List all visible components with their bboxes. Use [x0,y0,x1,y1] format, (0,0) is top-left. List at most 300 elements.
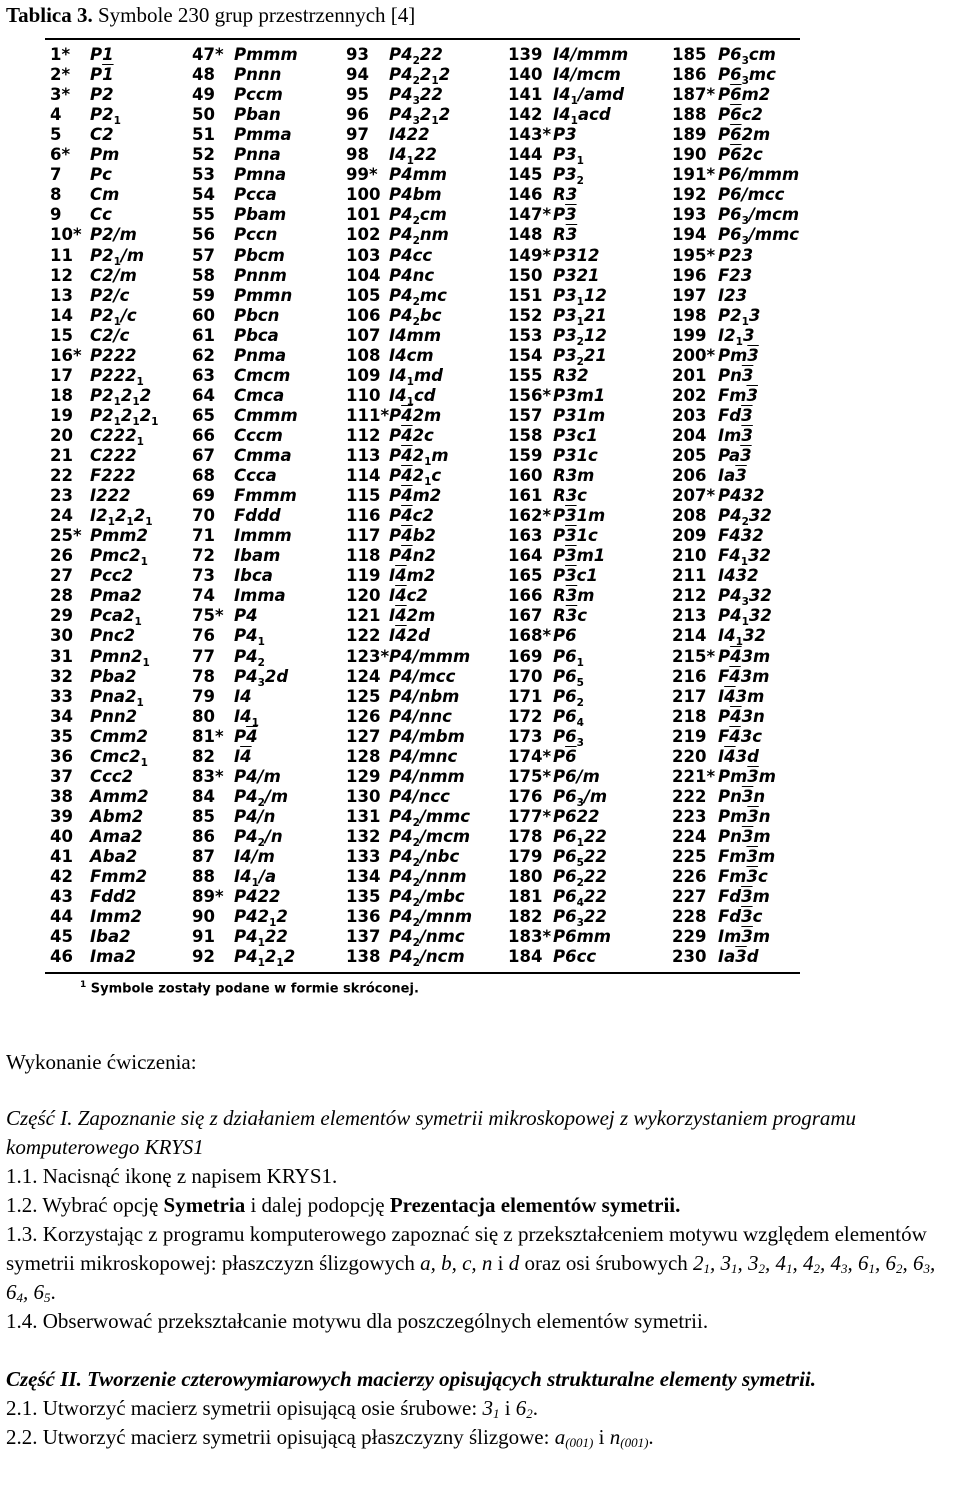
group-number: 61 [192,325,215,345]
table-row [508,746,577,767]
table-row [508,766,600,787]
group-symbol: $P3_112$ [553,285,607,308]
group-symbol: P6/mmm [718,165,800,185]
table-row [192,165,287,185]
table-row [50,65,114,85]
group-symbol: Cmca [234,385,285,405]
table-row [346,185,442,205]
table-row [192,947,296,970]
table-row [192,646,265,669]
group-symbol: $P4_2$/nnm [389,867,467,890]
table-row [192,65,282,85]
table-row [192,285,293,306]
table-row [50,887,137,907]
group-symbol: $P2_1$ [90,105,121,128]
table-bottom-rule [45,972,800,974]
group-symbol: Pmm2 [90,526,148,546]
group-number: 102 [346,225,381,245]
table-row [672,546,772,569]
group-symbol: Pma2 [90,586,142,606]
group-number: 134 [346,867,381,887]
group-symbol: C222 [90,446,137,465]
group-symbol: $P4_2mc$ [389,285,447,308]
group-symbol: C2/m [90,265,137,285]
step-1-2 [6,1191,956,1220]
group-symbol: I43d [718,746,759,766]
group-symbol: P4mm [389,165,447,185]
group-number: 164 [508,546,543,566]
table-row [346,506,434,526]
group-number: 193 [672,205,707,225]
table-row [50,425,144,448]
group-number: 178 [508,826,543,846]
group-symbol: Pmmm [234,45,298,64]
group-number: 78 [192,666,215,686]
group-number: 54 [192,185,215,205]
group-number: 75* [192,606,224,626]
step-1-4: 1.4. Obserwować przekształcanie motywu dla poszczególnych elementów symetrii. [6,1309,709,1333]
group-symbol: Cmm2 [90,726,148,746]
group-symbol: I432 [718,566,759,586]
group-symbol: P6c2 [718,105,763,125]
group-symbol: P43m [718,646,771,666]
table-row [672,365,754,386]
table-row [672,666,770,687]
group-symbol: C2 [90,125,114,145]
group-symbol: I422 [389,125,430,145]
group-number: 43 [50,887,73,907]
group-symbol: P1 [90,65,114,85]
group-symbol: Pban [234,105,281,125]
table-row [508,726,584,749]
group-symbol: $P2_12_12$ [90,385,152,408]
group-symbol: $P6_3$/mcm [718,205,800,228]
step-1-2-a: 1.2. Wybrać opcję [6,1193,164,1217]
group-symbol: $P3_1$ [553,145,584,168]
table-row [672,345,759,366]
table-row [672,466,747,486]
group-number: 1* [50,45,71,64]
group-symbol: $P4_332$ [718,586,772,609]
group-number: 108 [346,345,381,365]
table-row [192,806,276,827]
group-number: 105 [346,285,381,305]
table-row [508,225,578,245]
table-row [672,726,763,747]
group-symbol: P4 [234,726,258,746]
group-number: 155 [508,365,543,385]
table-row [508,586,595,606]
group-number: 52 [192,145,215,165]
table-row [192,446,292,466]
group-number: 140 [508,65,543,85]
group-symbol: $P4_132$ [718,606,772,629]
table-row [192,686,252,707]
table-row [508,847,607,869]
group-symbol: $P6_3/m$ [553,786,608,809]
table-row [672,65,776,88]
group-number: 15 [50,325,73,345]
group-symbol: P4/mbm [389,726,465,746]
group-symbol: R32 [553,365,589,385]
group-symbol: Cccm [234,425,283,445]
table-row [50,506,153,529]
group-symbol: C2/c [90,325,130,345]
table-row [50,606,142,629]
group-symbol: $P6_1$ [553,646,584,669]
table-row [508,165,584,188]
table-row [50,766,134,787]
table-row [508,125,577,145]
group-number: 89* [192,887,224,907]
group-number: 191* [672,165,716,185]
group-number: 118 [346,546,381,566]
group-symbol: I23 [718,285,748,305]
group-symbol: Ibca [234,566,273,586]
table-row [192,666,289,689]
group-symbol: Ccca [234,466,277,486]
group-number: 219 [672,726,707,746]
group-number: 148 [508,225,543,245]
table-row [50,105,121,128]
group-symbol: P6cc [553,947,597,967]
table-row [346,586,428,606]
table-row [50,786,149,807]
group-number: 111* [346,405,390,425]
group-number: 196 [672,265,707,285]
group-number: 226 [672,867,707,887]
group-symbol: P62m [718,125,771,145]
group-symbol: Fm3m [718,847,776,866]
group-symbol: I4mm [389,325,442,345]
group-symbol: R3 [553,225,578,245]
group-number: 213 [672,606,707,626]
group-number: 179 [508,847,543,866]
group-number: 53 [192,165,215,185]
table-row [192,726,258,747]
group-symbol: $P4_1$ [234,626,265,649]
table-row [346,646,471,667]
group-number: 25* [50,526,82,546]
step-1-3-e: oraz osi śrubowych [519,1251,694,1275]
group-symbol: Pmmn [234,285,293,305]
table-row [346,786,450,807]
group-symbol: I4cm [389,345,434,365]
group-number: 40 [50,826,73,846]
group-symbol: I4 [234,746,252,766]
table-row [192,606,258,626]
table-row [508,205,577,225]
table-row [672,405,753,426]
group-symbol: P422 [234,887,281,907]
group-symbol: $P4_2/m$ [234,786,289,809]
table-row [50,345,137,366]
group-number: 2* [50,65,71,85]
group-symbol: $P3_2$ [553,165,584,188]
table-row [50,365,144,388]
group-symbol: $P4_2$/mbc [389,887,465,910]
group-symbol: Pc [90,165,112,185]
group-number: 73 [192,566,215,586]
table-row [192,466,277,486]
table-row [508,506,606,526]
table-row [346,947,465,970]
table-row [672,867,768,887]
instructions [6,1104,956,1452]
group-number: 24 [50,506,73,526]
group-symbol: R3m [553,466,595,486]
group-number: 35 [50,726,73,746]
group-number: 199 [672,325,707,345]
group-symbol: I4/m [234,847,275,866]
group-symbol: R3c [553,606,587,626]
table-row [192,205,287,225]
group-symbol: Imm2 [90,907,143,927]
table-row [346,65,451,88]
group-symbol: $I4_1$/amd [553,85,625,108]
table-row [508,646,584,669]
group-number: 66 [192,425,215,445]
table-row [50,867,148,887]
group-number: 177* [508,806,552,826]
group-symbol: Abm2 [90,806,144,826]
footnote-mark: 1 [80,980,87,990]
group-symbol: P4/mmm [389,646,471,666]
group-number: 220 [672,746,707,766]
group-number: 217 [672,686,707,706]
group-symbol: $I4_132$ [718,626,766,649]
group-number: 168* [508,626,552,646]
step-1-3: 1.3. Korzystając z programu komputerowego zapoznać się z przekształceniem motywu względem elementów symetrii mikroskopowej: płaszczyzn ślizgowych a, b, c, n i d oraz osi śrubowych $2_1$, $3_1$, $3_2$, $4_1$, $4_2$, $4_3$, $6_1$, $6_2$, $6_3$, $6_4$, $6_5$. [6,1222,936,1305]
group-number: 135 [346,887,381,907]
group-number: 181 [508,887,543,907]
table-row [508,826,607,849]
group-number: 127 [346,726,381,746]
step-2-2-a: 2.2. Utworzyć macierz symetrii opisującą płaszczyzny ślizgowe: [6,1425,555,1449]
group-symbol: $P2_1/c$ [90,305,137,328]
group-number: 205 [672,446,707,465]
table-row [192,546,281,566]
group-number: 117 [346,526,381,546]
table-row [192,325,279,346]
group-number: 214 [672,626,707,646]
table-row [508,65,621,85]
group-symbol: $P6_122$ [553,826,607,849]
group-symbol: Aba2 [90,847,138,866]
group-symbol: $P4_122$ [234,927,288,950]
table-row [192,265,287,286]
table-row [672,947,759,967]
group-symbol: Pbcn [234,305,280,325]
group-number: 80 [192,706,215,726]
table-row [50,947,136,967]
group-symbol: $F4_132$ [718,546,772,569]
table-row [192,185,277,205]
group-symbol: $P4_12_12$ [234,947,296,970]
table-row [50,746,148,769]
group-number: 124 [346,666,381,686]
exec-heading-text: Wykonanie ćwiczenia: [6,1050,197,1074]
group-symbol: Fmm2 [90,867,148,887]
group-symbol: P4m2 [389,486,442,506]
table-row [508,887,607,910]
group-symbol: I42m [389,606,436,626]
group-number: 21 [50,446,73,465]
group-number: 149* [508,245,552,265]
group-number: 147* [508,205,552,225]
group-symbol: Pnna [234,145,281,165]
group-symbol: $P4_2bc$ [389,305,442,328]
table-row [50,385,152,408]
group-symbol: $P6_522$ [553,847,607,869]
group-symbol: P2/m [90,225,137,245]
table-row [672,847,776,867]
group-symbol: P6/m [553,766,600,786]
table-row [508,245,600,266]
table-footnote [80,980,419,996]
table-row [50,686,144,709]
group-symbol: $P4_32d$ [234,666,289,689]
group-number: 99* [346,165,378,185]
group-symbol: Im3 [718,425,753,445]
table-row [346,325,442,346]
group-number: 159 [508,446,543,465]
group-number: 104 [346,265,381,285]
group-symbol: Pm3 [718,345,759,365]
group-number: 216 [672,666,707,686]
table-row [192,786,289,809]
group-symbol: Pn3 [718,365,754,385]
group-symbol: P4n2 [389,546,436,566]
group-number: 65 [192,405,215,425]
group-number: 152 [508,305,543,325]
table-row [508,666,584,689]
table-row [192,405,298,426]
group-symbol: $P6_2$ [553,686,584,709]
group-symbol: $P4_2$ [234,646,265,669]
table-row [508,365,589,386]
group-symbol: R3m [553,586,595,606]
group-number: 91 [192,927,215,947]
group-number: 71 [192,526,215,546]
group-symbol: $I4_1$ [234,706,259,729]
group-number: 123* [346,646,390,666]
table-row [672,806,771,827]
group-number: 202 [672,385,707,405]
group-symbol: Cm [90,185,120,205]
group-number: 198 [672,305,707,325]
table-row [50,305,137,328]
group-symbol: P4cc [389,245,433,265]
group-symbol: $P4_2$/nbc [389,847,460,869]
group-number: 176 [508,786,543,806]
group-symbol: P2/c [90,285,130,305]
group-number: 95 [346,85,369,105]
group-symbol: $P3_212$ [553,325,607,348]
group-number: 110 [346,385,381,405]
table-row [672,626,766,649]
group-number: 38 [50,786,73,806]
group-symbol: Ccc2 [90,766,134,786]
group-number: 86 [192,826,215,846]
group-number: 33 [50,686,73,706]
group-symbol: Ibam [234,546,281,566]
spacer [6,1336,956,1365]
group-number: 132 [346,826,381,846]
table-row [672,325,755,348]
group-symbol: $P6_4$ [553,706,584,729]
table-row [192,887,281,907]
step-2-1-a: 2.1. Utworzyć macierz symetrii opisującą osie śrubowe: [6,1396,483,1420]
group-symbol: $Pna2_1$ [90,686,144,709]
group-number: 32 [50,666,73,686]
group-number: 222 [672,786,707,806]
table-row [346,85,443,108]
table-row [346,345,434,366]
group-number: 165 [508,566,543,586]
group-symbol: $I4_1cd$ [389,385,436,408]
group-symbol: $P4_2$/mnm [389,907,473,930]
group-number: 195* [672,245,716,265]
group-number: 8 [50,185,62,205]
group-symbol: Ia3d [718,947,759,967]
table-row [50,586,142,606]
table-row [50,526,148,546]
group-symbol: $I2_12_12_1$ [90,506,153,529]
group-symbol: Pmna [234,165,287,185]
group-symbol: P3c1 [553,425,598,445]
group-symbol: $P4_222$ [389,45,443,67]
group-number: 98 [346,145,369,165]
group-symbol: $P4_2$/nmc [389,927,465,950]
step-1-3-a: 1.3. Korzystając z programu komputerowego zapoznać się z przekształceniem motywu względem elementów symetrii mikroskopowej: płaszczyzn ślizgowych [6,1222,927,1275]
table-row [346,546,436,566]
group-number: 23 [50,486,73,506]
group-number: 46 [50,947,73,967]
group-number: 225 [672,847,707,866]
group-number: 57 [192,245,215,265]
group-symbol: Pccn [234,225,278,245]
table-row [508,486,587,506]
table-row [672,766,776,787]
group-symbol: I43m [718,686,765,706]
table-row [50,185,120,205]
group-number: 200* [672,345,716,365]
group-number: 94 [346,65,369,85]
table-row [508,947,597,967]
table-row [672,425,753,446]
step-1-3-c: i [492,1251,509,1275]
group-symbol: $P2_1/m$ [90,245,145,268]
group-symbol: $I4_122$ [389,145,437,168]
table-row [672,887,770,907]
group-symbol: I4c2 [389,586,428,606]
group-number: 60 [192,305,215,325]
table-row [50,405,159,428]
group-symbol: $P2_13$ [718,305,761,328]
table-row [346,566,436,586]
table-row [346,686,460,707]
group-symbol: P3 [553,125,577,145]
group-symbol: P2 [90,85,114,105]
table-row [346,405,442,426]
group-symbol: $P2_12_12_1$ [90,405,159,428]
group-number: 190 [672,145,707,165]
group-symbol: P4b2 [389,526,436,546]
table-row [672,205,800,228]
table-row [508,85,625,108]
group-symbol: I222 [90,486,131,506]
